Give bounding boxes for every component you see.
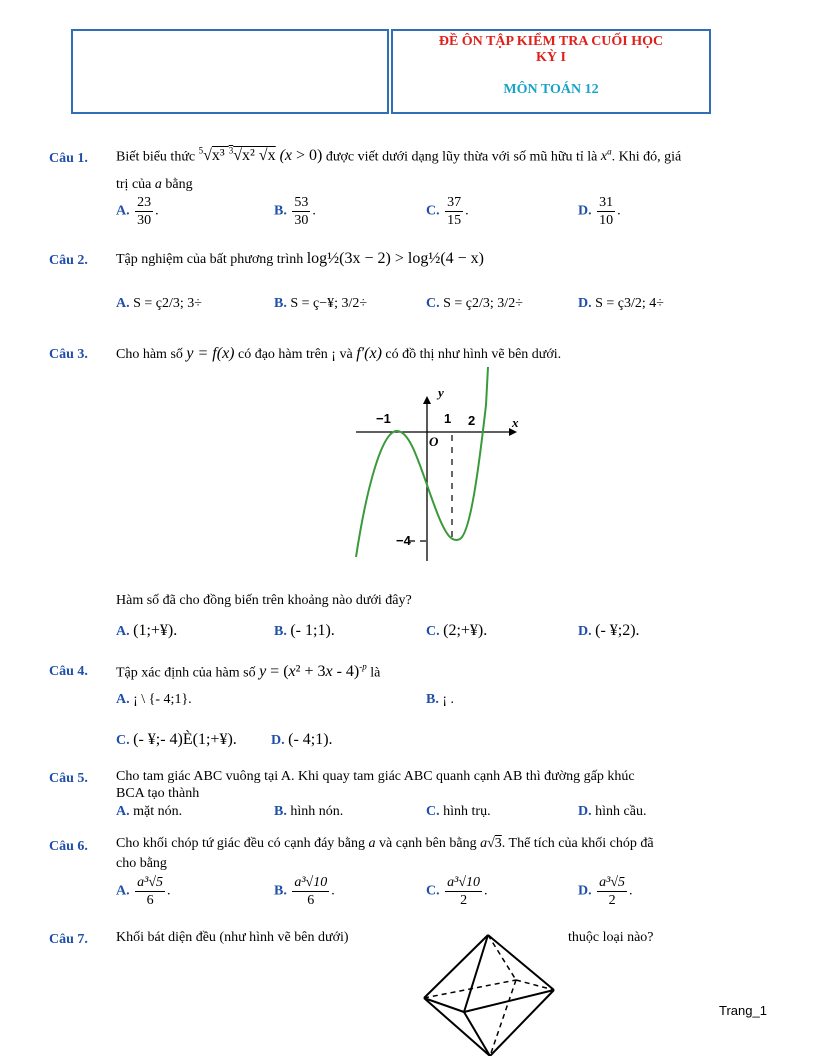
q4-option-d[interactable]: D. (- 4;1). <box>271 731 333 748</box>
q1-text-e: bằng <box>165 177 193 192</box>
page-number: Trang_1 <box>719 1003 767 1018</box>
exam-title: ĐỀ ÔN TẬP KIỂM TRA CUỐI HỌC KỲ I <box>438 34 664 65</box>
edge-back-bottom <box>490 980 516 1056</box>
q1-option-a[interactable]: A. $\frac{23}{30}$ . <box>116 195 159 228</box>
q5-line1: Cho tam giác ABC vuông tại A. Khi quay tam giác ABC quanh cạnh AB thì đường gấp khúc <box>116 769 635 784</box>
q4-option-a[interactable]: A. ¡ \ {- 4;1}. <box>116 692 192 707</box>
origin-label: O <box>429 434 439 449</box>
q2-label: Câu 2. <box>49 253 88 268</box>
q3-option-d[interactable]: D. (- ¥;2). <box>578 622 640 639</box>
x-label: x <box>512 415 519 430</box>
q3-label: Câu 3. <box>49 347 88 362</box>
q5-label: Câu 5. <box>49 771 88 786</box>
q2-option-c[interactable]: C. S = ç2/3; 3/2÷ <box>426 296 523 311</box>
q1-option-c[interactable]: C. $\frac{37}{15}$ . <box>426 195 469 228</box>
q4-option-b[interactable]: B. ¡ . <box>426 692 455 707</box>
q1-option-b[interactable]: B. $\frac{53}{30}$ . <box>274 195 316 228</box>
q1-power: $x^a$ <box>600 146 612 165</box>
q4-option-c[interactable]: C. (- ¥;- 4)È(1;+¥). <box>116 731 237 748</box>
q2-option-b[interactable]: B. S = ç−¥; 3/2÷ <box>274 296 368 311</box>
q5-option-b[interactable]: B. hình nón. <box>274 804 344 819</box>
header-right-box <box>391 29 711 114</box>
q4-line1: Tập xác định của hàm số $y = (x^2 + 3x - 4)^{-p}$ là <box>116 662 381 681</box>
tick-minus4: −4 <box>396 533 411 548</box>
tick-2: 2 <box>468 413 476 428</box>
q3-question: Hàm số đã cho đồng biến trên khoảng nào dưới đây? <box>116 593 412 608</box>
q6-option-d[interactable]: D. $\frac{\text{a³√5}}{2}$ . <box>578 875 633 908</box>
derivative-curve <box>356 367 488 557</box>
q3-derivative-graph <box>352 365 524 565</box>
edge-top-back <box>488 935 516 980</box>
q3-line1: Cho hàm số y = f(x) có đạo hàm trên ¡ và f′(x) có đồ thị như hình vẽ bên dưới. <box>116 345 562 362</box>
q5-line2: BCA tạo thành <box>116 786 200 801</box>
q2-inequality: log½(3x − 2) > log½(4 − x) <box>306 250 485 267</box>
q6-option-b[interactable]: B. $\frac{\text{a³√10}}{6}$ . <box>274 875 335 908</box>
octahedron-figure <box>420 932 558 1056</box>
q6-option-c[interactable]: C. $\frac{\text{a³√10}}{2}$ . <box>426 875 488 908</box>
q1-option-d[interactable]: D. $\frac{31}{10}$ . <box>578 195 621 228</box>
q6-label: Câu 6. <box>49 839 88 854</box>
edge-front-bottom <box>464 1012 490 1056</box>
q6-line1: Cho khối chóp tứ giác đều có cạnh đáy bằng a và cạnh bên bằng a√3. Thể tích của khối chóp đã <box>116 836 654 851</box>
q1-label: Câu 1. <box>49 151 88 166</box>
tick-1: 1 <box>444 411 452 426</box>
q5-option-a[interactable]: A. mặt nón. <box>116 804 183 819</box>
q1-text-b: được viết dưới dạng lũy thừa với số mũ hữu tỉ là <box>325 149 598 165</box>
q1-line1 <box>116 146 681 165</box>
q3-option-c[interactable]: C. (2;+¥). <box>426 622 488 639</box>
y-axis-arrow <box>423 396 431 404</box>
q5-option-d[interactable]: D. hình cầu. <box>578 804 647 819</box>
q4-label: Câu 4. <box>49 664 88 679</box>
edge-left-front <box>424 998 464 1012</box>
q2-option-d[interactable]: D. S = ç3/2; 4÷ <box>578 296 664 311</box>
q2-line1 <box>116 250 484 268</box>
q5-option-c[interactable]: C. hình trụ. <box>426 804 491 819</box>
header-left-box <box>71 29 389 114</box>
edge-right-bottom <box>490 990 554 1056</box>
q3-function: y = f(x) <box>186 345 235 362</box>
q1-expression: $^5$√x³ $^3$√x² √x (x > 0) <box>198 146 323 165</box>
edge-left-bottom <box>424 998 490 1056</box>
q7-text-b: thuộc loại nào? <box>568 930 654 945</box>
q7-text-a: Khối bát diện đều (như hình vẽ bên dưới) <box>116 930 349 945</box>
y-label: y <box>438 385 444 400</box>
q1-text-d: trị của <box>116 177 152 192</box>
q3-derivative: f′(x) <box>356 345 382 362</box>
q1-text-c: . Khi đó, giá <box>611 149 682 165</box>
q2-option-a[interactable]: A. S = ç2/3; 3÷ <box>116 296 202 311</box>
q1-line2: trị của a bằng <box>116 177 193 192</box>
q1-text-a: Biết biểu thức <box>116 149 196 165</box>
q6-option-a[interactable]: A. $\frac{\text{a³√5}}{6}$ . <box>116 875 171 908</box>
q3-option-b[interactable]: B. (- 1;1). <box>274 622 335 639</box>
q3-option-a[interactable]: A. (1;+¥). <box>116 622 178 639</box>
q6-line2: cho bằng <box>116 856 167 871</box>
tick-minus1: −1 <box>376 411 391 426</box>
q2-text: Tập nghiệm của bất phương trình <box>116 252 304 267</box>
q4-function: $y = (x^2 + 3x - 4)^{-p}$ <box>259 662 367 681</box>
q7-label: Câu 7. <box>49 932 88 947</box>
edge-top-right <box>488 935 554 990</box>
exam-subject: MÔN TOÁN 12 <box>503 82 599 97</box>
